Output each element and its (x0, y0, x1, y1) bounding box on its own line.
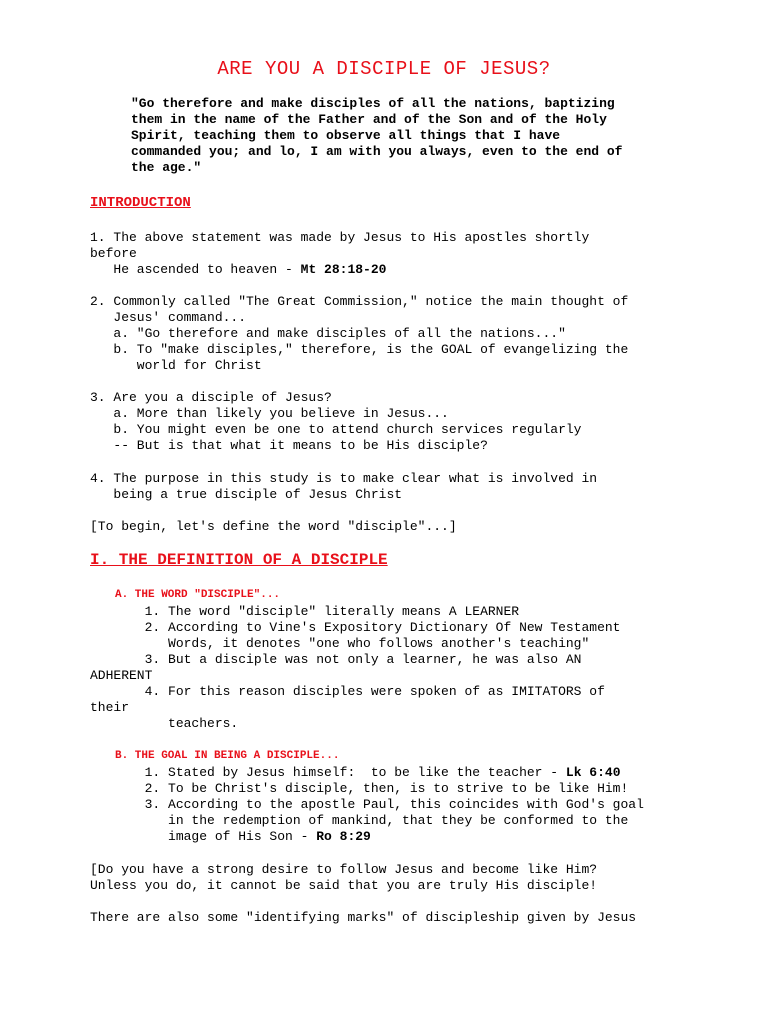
intro-point-2-line: 2. Commonly called "The Great Commission," notice the main thought of (90, 294, 629, 309)
subsection-b-text: image of His Son - (90, 829, 317, 844)
quote-line: commanded you; and lo, I am with you always, even to the end of (131, 144, 623, 159)
introduction-heading: INTRODUCTION (90, 195, 191, 211)
scripture-reference: Ro 8:29 (316, 829, 371, 844)
subsection-b-line: 3. According to the apostle Paul, this coincides with God's goal (90, 797, 644, 812)
section-heading: I. THE DEFINITION OF A DISCIPLE (90, 551, 388, 569)
closing-line: Unless you do, it cannot be said that you are truly His disciple! (90, 878, 598, 893)
page-title: ARE YOU A DISCIPLE OF JESUS? (217, 58, 551, 80)
subsection-a-line: Words, it denotes "one who follows another's teaching" (90, 636, 590, 651)
intro-point-4-line: 4. The purpose in this study is to make clear what is involved in (90, 471, 598, 486)
subsection-a-line: their (90, 700, 130, 715)
subsection-a-heading: A. THE WORD "DISCIPLE"... (115, 589, 281, 601)
subsection-b-line (90, 829, 371, 845)
subsection-a-line: 2. According to Vine's Expository Dictionary Of New Testament (90, 620, 621, 635)
transition-text: [To begin, let's define the word "disciple"...] (90, 519, 457, 534)
subsection-b-line: in the redemption of mankind, that they be conformed to the (90, 813, 629, 828)
intro-point-3-line: b. You might even be one to attend church services regularly (90, 422, 582, 437)
subsection-b-line (90, 765, 621, 781)
intro-point-2-line: b. To "make disciples," therefore, is the GOAL of evangelizing the (90, 342, 629, 357)
quote-line: Spirit, teaching them to observe all things that I have (131, 128, 561, 143)
quote-line: them in the name of the Father and of the Son and of the Holy (131, 112, 607, 127)
subsection-b-line: 2. To be Christ's disciple, then, is to strive to be like Him! (90, 781, 629, 796)
intro-point-3-line: 3. Are you a disciple of Jesus? (90, 390, 332, 405)
intro-point-4-line: being a true disciple of Jesus Christ (90, 487, 403, 502)
subsection-b-heading: B. THE GOAL IN BEING A DISCIPLE... (115, 750, 340, 762)
quote-line: the age." (131, 160, 202, 175)
quote-line: "Go therefore and make disciples of all the nations, baptizing (131, 96, 615, 111)
intro-point-3-line: -- But is that what it means to be His disciple? (90, 438, 488, 453)
intro-point-1-line: before (90, 246, 137, 261)
intro-point-2-line: Jesus' command... (90, 310, 247, 325)
scripture-reference: Lk 6:40 (565, 765, 621, 780)
subsection-a-line: ADHERENT (90, 668, 153, 683)
intro-point-1-line (90, 262, 386, 278)
intro-point-3-line: a. More than likely you believe in Jesus... (90, 406, 449, 421)
closing-line: [Do you have a strong desire to follow Jesus and become like Him? (90, 862, 598, 877)
subsection-b-text: 1. Stated by Jesus himself: to be like the teacher - (90, 765, 566, 780)
intro-point-2-line: world for Christ (90, 358, 262, 373)
intro-point-1-line: 1. The above statement was made by Jesus to His apostles shortly (90, 230, 590, 245)
intro-point-2-line: a. "Go therefore and make disciples of all the nations..." (90, 326, 566, 341)
subsection-a-line: 1. The word "disciple" literally means A LEARNER (90, 604, 520, 619)
intro-point-1-text: He ascended to heaven - (90, 262, 301, 277)
subsection-a-line: 4. For this reason disciples were spoken of as IMITATORS of (90, 684, 605, 699)
subsection-a-line: 3. But a disciple was not only a learner, he was also AN (90, 652, 582, 667)
subsection-a-line: teachers. (90, 716, 239, 731)
scripture-reference: Mt 28:18-20 (300, 262, 387, 277)
closing-line: There are also some "identifying marks" of discipleship given by Jesus (90, 910, 637, 925)
